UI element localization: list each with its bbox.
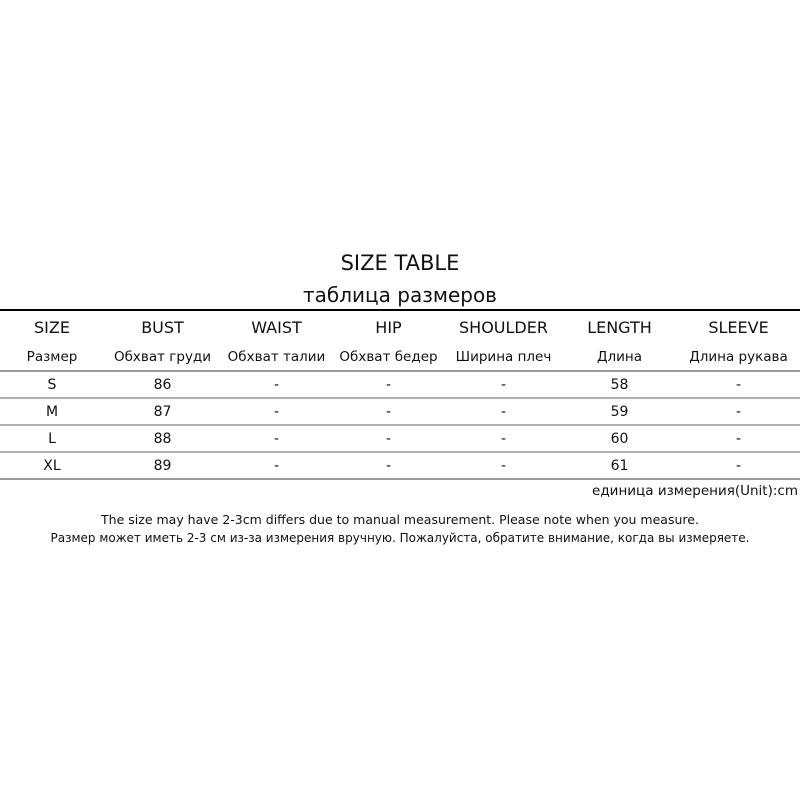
cell-waist: - [221,398,332,425]
table-row [0,452,800,479]
header-sleeve-ru: Длина рукава [677,343,800,371]
cell-shoulder: - [445,371,562,398]
table-row [0,371,800,398]
cell-hip: - [332,371,445,398]
table-row [0,398,800,425]
header-bust-ru: Обхват груди [104,343,221,371]
cell-sleeve: - [677,452,800,479]
cell-waist: - [221,371,332,398]
cell-shoulder: - [445,452,562,479]
header-length: LENGTH [562,310,677,343]
header-bust: BUST [104,310,221,343]
cell-hip: - [332,398,445,425]
cell-size: M [0,398,104,425]
cell-sleeve: - [677,425,800,452]
header-row-en [0,310,800,343]
cell-shoulder: - [445,425,562,452]
cell-sleeve: - [677,371,800,398]
measurement-note-en: The size may have 2-3cm differs due to manual measurement. Please note when you measure. [101,512,699,527]
cell-bust: 86 [104,371,221,398]
cell-shoulder: - [445,398,562,425]
page-subtitle: таблица размеров [303,283,497,307]
size-table [0,309,800,480]
cell-length: 61 [562,452,677,479]
cell-length: 59 [562,398,677,425]
header-hip: HIP [332,310,445,343]
cell-hip: - [332,425,445,452]
header-size-ru: Размер [0,343,104,371]
cell-size: XL [0,452,104,479]
cell-size: S [0,371,104,398]
cell-waist: - [221,452,332,479]
cell-length: 60 [562,425,677,452]
header-size: SIZE [0,310,104,343]
cell-bust: 89 [104,452,221,479]
cell-bust: 87 [104,398,221,425]
cell-size: L [0,425,104,452]
header-waist-ru: Обхват талии [221,343,332,371]
measurement-note-ru: Размер может иметь 2-3 см из-за измерения вручную. Пожалуйста, обратите внимание, когда вы измеряете. [50,531,750,545]
page-title: SIZE TABLE [340,251,460,275]
cell-length: 58 [562,371,677,398]
header-waist: WAIST [221,310,332,343]
unit-note: единица измерения(Unit):cm [592,483,798,499]
table-row [0,425,800,452]
cell-hip: - [332,452,445,479]
header-sleeve: SLEEVE [677,310,800,343]
header-shoulder-ru: Ширина плеч [445,343,562,371]
size-table-container [0,309,800,480]
header-row-ru [0,343,800,371]
cell-waist: - [221,425,332,452]
header-length-ru: Длина [562,343,677,371]
header-shoulder: SHOULDER [445,310,562,343]
cell-bust: 88 [104,425,221,452]
header-hip-ru: Обхват бедер [332,343,445,371]
cell-sleeve: - [677,398,800,425]
